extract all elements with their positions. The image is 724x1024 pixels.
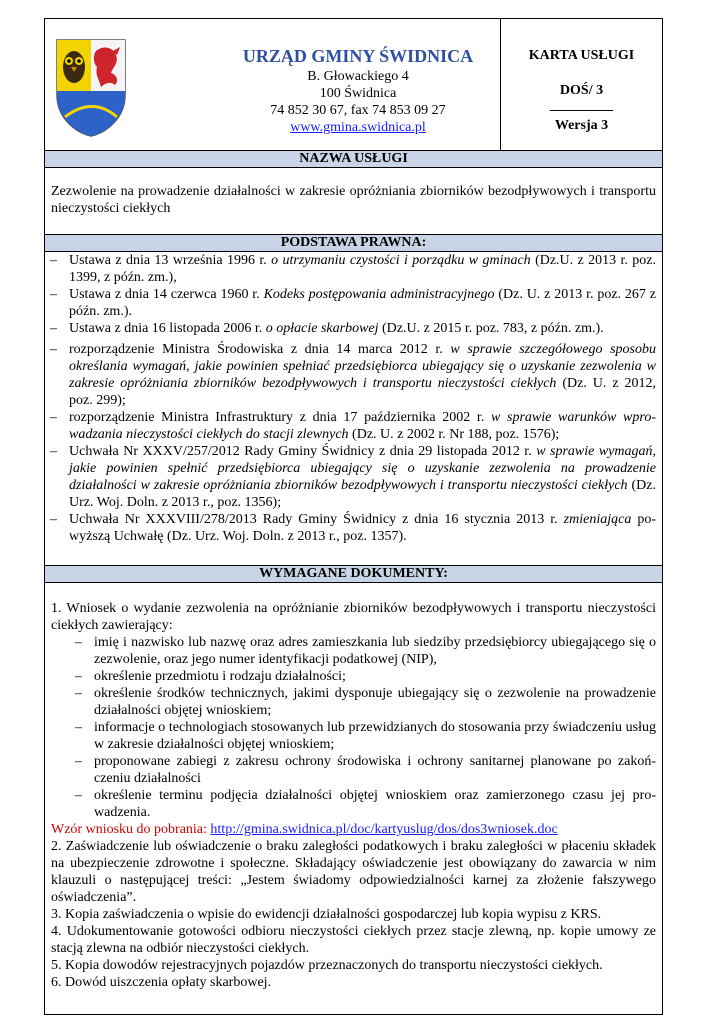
- document-item: [51, 974, 656, 991]
- document-text: Dowód uiszczenia opłaty skarbowej.: [65, 975, 272, 990]
- dash-bullet: –: [50, 444, 57, 459]
- document-subitem-text: określenie przedmiotu i rodzaju działalności;: [94, 669, 346, 684]
- dash-bullet: –: [75, 686, 82, 701]
- legal-basis-item: [45, 286, 662, 320]
- legal-basis-title: w sprawie warunków wprowadzania nieczystości ciekłych do stacji zlewnych: [69, 410, 656, 442]
- document-item: [51, 906, 656, 923]
- document-subitem-text: określenie terminu podjęcia działalności objętej wnioskiem oraz zamierzonego czasu jej prowadzenia.: [94, 788, 656, 820]
- document-item: [51, 838, 656, 906]
- document-subitem-text: informacje o technologiach stosowanych lub przewidzianych do stosowania przy świadczeniu usług w zakresie działalności objętej wnioskiem;: [94, 720, 656, 752]
- dash-bullet: –: [75, 754, 82, 769]
- card-code: DOŚ/ 3: [559, 83, 604, 98]
- legal-basis-pre: Ustawa z dnia 16 listopada 2006 r.: [69, 321, 266, 336]
- document-number: 1.: [51, 601, 62, 616]
- document-1-subitems: [51, 634, 656, 821]
- service-card: [44, 18, 663, 1015]
- document-subitem: [75, 668, 656, 685]
- legal-basis-title: w sprawie wymagań, jakie powinien spełnić przedsiębiorca ubiegający się o uzyskanie zezwolenia na prowadzenie działalności w zakresie opróżniania zbiorników bezodpływowych i transportu nieczystości ciekłych: [69, 444, 657, 493]
- document-number: 6.: [51, 975, 62, 990]
- dash-bullet: –: [75, 669, 82, 684]
- download-link[interactable]: http://gmina.swidnica.pl/doc/kartyuslug/dos/dos3wniosek.doc: [210, 822, 558, 837]
- dash-bullet: –: [50, 253, 57, 268]
- document-subitem-text: proponowane zabiegi z zakresu ochrony środowiska i ochrony sanitarnej planowane po zakończeniu działalności: [94, 754, 656, 786]
- address-line1: B. Głowackiego 4: [307, 69, 409, 84]
- document-text: Kopia zaświadczenia o wpisie do ewidencji działalności gospodarczej lub kopia wypisu z KRS.: [65, 907, 602, 922]
- download-label: Wzór wniosku do pobrania:: [51, 822, 211, 837]
- document-subitem: [75, 685, 656, 719]
- document-subitem: [75, 787, 656, 821]
- document-text: Kopia dowodów rejestracyjnych pojazdów przeznaczonych do transportu nieczystości ciekłych.: [65, 958, 603, 973]
- legal-basis-post: (Dz. U. z 2002 r. Nr 188, poz. 1576);: [348, 427, 560, 442]
- download-line: [51, 821, 656, 838]
- service-name-section: [45, 168, 662, 235]
- legal-basis-post: (Dz. U. z 2013 r. poz. 267 z późn. zm.).: [69, 287, 656, 319]
- legal-basis-pre: Ustawa z dnia 13 września 1996 r.: [69, 253, 272, 268]
- legal-basis-item: [45, 252, 662, 286]
- document-subitem-text: określenie środków technicznych, jakimi dysponuje ubiegający się o zezwolenie na prowadzenie działalności objętej wnioskiem;: [94, 686, 656, 718]
- document-subitem-text: imię i nazwisko lub nazwę oraz adres zamieszkania lub siedziby przedsiębiorcy ubiegającego się o zezwolenie, oraz jego numer identyfikacji podatkowej (NIP),: [94, 635, 656, 667]
- legal-basis-item: [45, 341, 662, 409]
- office-name: URZĄD GMINY ŚWIDNICA: [242, 46, 474, 66]
- legal-basis-post: (Dz.U. z 2013 r. poz. 1399, z późn. zm.),: [69, 253, 656, 285]
- legal-basis-item: [45, 511, 662, 545]
- service-name-text: Zezwolenie na prowadzenie działalności w zakresie opróżniania zbiorników bezodpływowych i transportu nieczystości ciekłych: [51, 184, 656, 216]
- phone-fax: 74 852 30 67, fax 74 853 09 27: [270, 103, 446, 118]
- legal-basis-pre: Ustawa z dnia 14 czerwca 1960 r.: [69, 287, 264, 302]
- office-block: [195, 45, 521, 136]
- legal-basis-section: [45, 252, 662, 566]
- documents-section: [45, 583, 662, 991]
- dash-bullet: –: [50, 512, 57, 527]
- coat-of-arms-icon: [53, 37, 129, 137]
- legal-basis-heading: PODSTAWA PRAWNA:: [45, 234, 662, 252]
- legal-basis-title: o opłacie skarbowej: [265, 321, 379, 336]
- legal-basis-title: Kodeks postępowania administracyjnego: [263, 287, 495, 302]
- document-text: Udokumentowanie gotowości odbioru nieczystości ciekłych przez stacje zlewną, np. kopie umowy ze stacją zlewna na odbiór nieczystości ciekłych.: [51, 924, 657, 956]
- legal-basis-pre: rozporządzenie Ministra Infrastruktury z dnia 17 października 2002 r.: [69, 410, 492, 425]
- document-number: 3.: [51, 907, 62, 922]
- legal-basis-post: (Dz.U. z 2015 r. poz. 783, z późn. zm.).: [378, 321, 604, 336]
- legal-basis-item: [45, 320, 662, 337]
- document-subitem: [75, 719, 656, 753]
- dash-bullet: –: [50, 410, 57, 425]
- address-line2: 100 Świdnica: [319, 86, 397, 101]
- header: [45, 19, 662, 151]
- document-item: [51, 923, 656, 957]
- dash-bullet: –: [75, 788, 82, 803]
- legal-basis-title: o utrzymaniu czystości i porządku w gminach: [271, 253, 531, 268]
- document-subitem: [75, 753, 656, 787]
- document-number: 4.: [51, 924, 62, 939]
- document-subitem: [75, 634, 656, 668]
- document-text: Wniosek o wydanie zezwolenia na opróżnianie zbiorników bezodpływowych i transportu nieczystości ciekłych zawierający:: [51, 601, 656, 633]
- card-rule: _________: [550, 98, 613, 113]
- service-name-heading: NAZWA USŁUGI: [45, 150, 662, 168]
- legal-basis-list: [45, 252, 662, 545]
- legal-basis-pre: rozporządzenie Ministra Środowiska z dnia 14 marca 2012 r.: [69, 342, 451, 357]
- legal-basis-pre: Uchwała Nr XXXVIII/278/2013 Rady Gminy Świdnicy z dnia 16 stycznia 2013 r.: [69, 512, 564, 527]
- website-link[interactable]: www.gmina.swidnica.pl: [290, 120, 426, 135]
- card-version: Wersja 3: [554, 118, 609, 133]
- document-number: 2.: [51, 839, 62, 854]
- card-title: KARTA USŁUGI: [528, 48, 635, 63]
- legal-basis-pre: Uchwała Nr XXXV/257/2012 Rady Gminy Świdnicy z dnia 29 listopada 2012 r.: [69, 444, 537, 459]
- dash-bullet: –: [50, 342, 57, 357]
- dash-bullet: –: [75, 635, 82, 650]
- legal-basis-item: [45, 443, 662, 511]
- legal-basis-post: (Dz. Urz. Woj. Doln. z 2013 r., poz. 1356);: [69, 478, 656, 510]
- documents-heading: WYMAGANE DOKUMENTY:: [45, 565, 662, 583]
- legal-basis-post: (Dz. U. z 2012, poz. 299);: [69, 376, 656, 408]
- document-number: 5.: [51, 958, 62, 973]
- legal-basis-item: [45, 409, 662, 443]
- document-text: Zaświadczenie lub oświadczenie o braku zaległości podatkowych i braku zaległości w płaceniu składek na ubezpieczenie zdrowotne i społeczne. Składający oświadczenie jest obowiązany do zawarcia w nim klauzuli o następującej treści: „Jestem świadomy odpowiedzialności karnej za złożenie fałszywego oświadczenia”.: [51, 839, 657, 905]
- document-items: [51, 838, 656, 991]
- document-item: [51, 957, 656, 974]
- dash-bullet: –: [75, 720, 82, 735]
- dash-bullet: –: [50, 321, 57, 336]
- legal-basis-title: w sprawie szczegółowego sposobu określania wymagań, jakie powinien spełniać przedsiębiorca ubiegający się o uzyskanie zezwolenia w zakresie opróżniania zbiorników bezodpływowych i transportu nieczystości ciekłych: [69, 342, 656, 391]
- dash-bullet: –: [50, 287, 57, 302]
- card-info: [501, 47, 662, 135]
- legal-basis-title: zmieniająca: [563, 512, 632, 527]
- document-item-1: [51, 600, 656, 634]
- legal-basis-post: powyższą Uchwałę (Dz. Urz. Woj. Doln. z 2013 r., poz. 1357).: [69, 512, 657, 544]
